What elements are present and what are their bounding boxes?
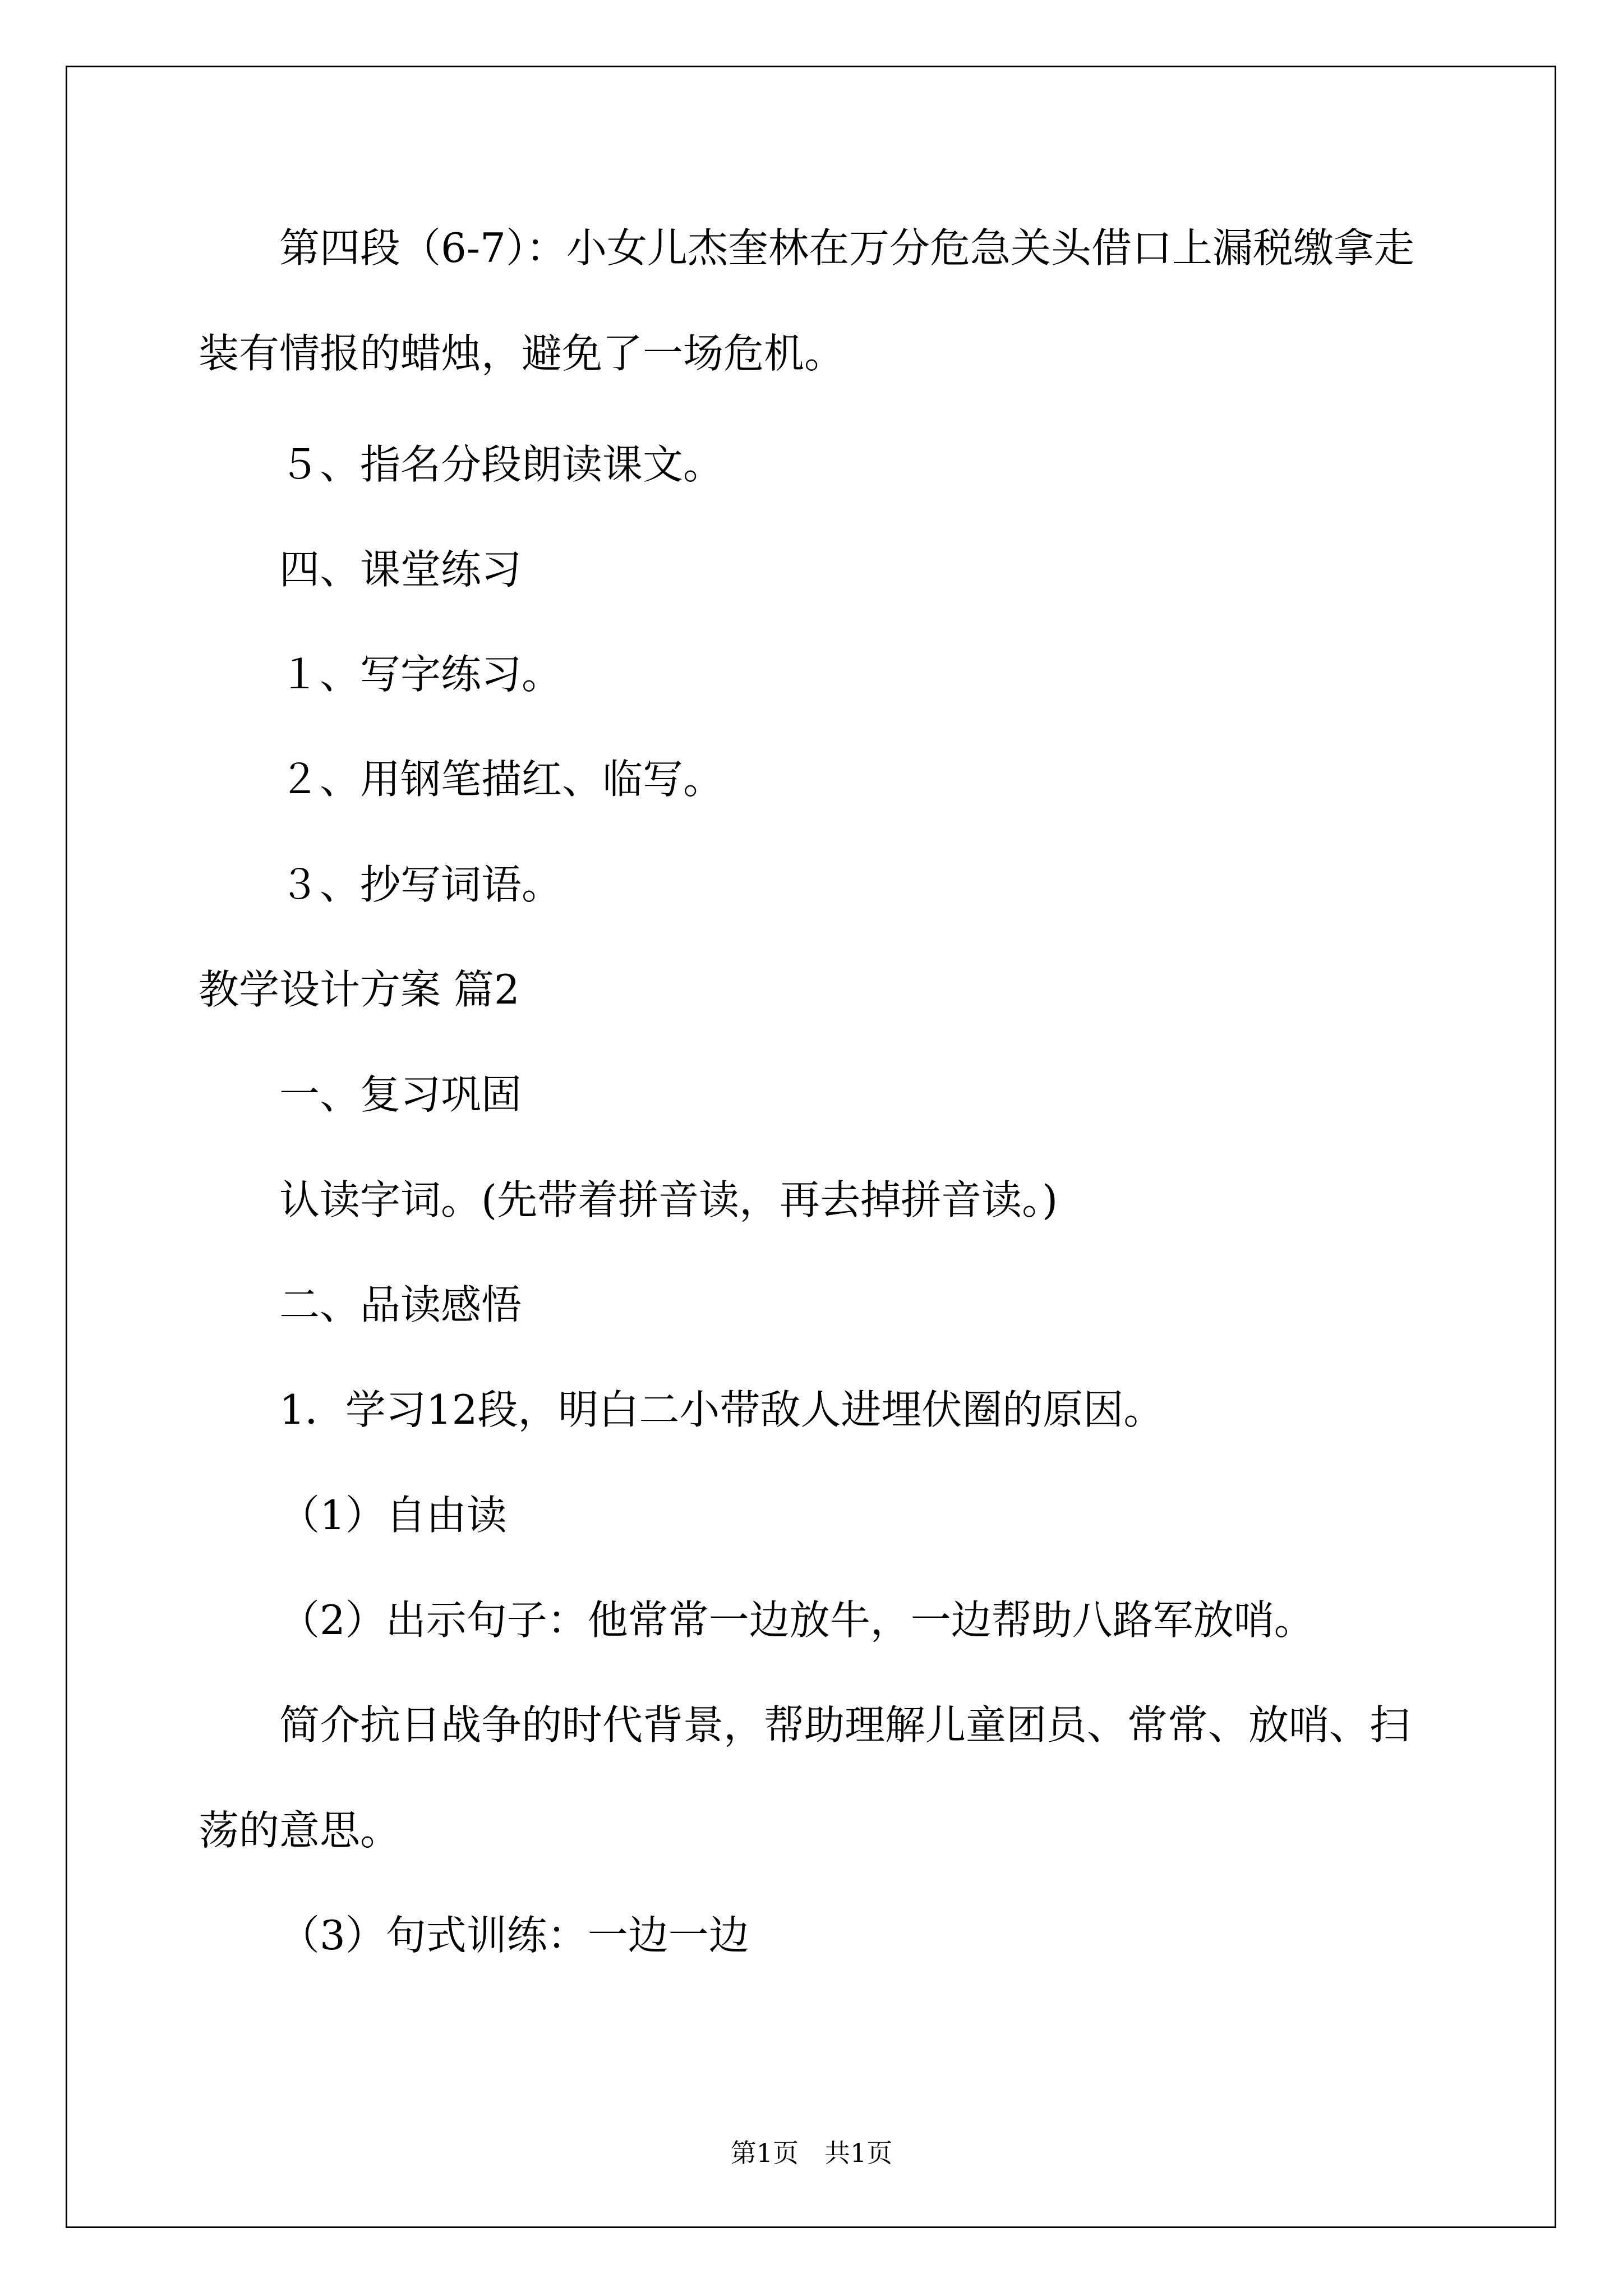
list-item: ５、指名分段朗读课文。 xyxy=(279,441,724,488)
list-item: ２、用钢笔描红、临写。 xyxy=(279,756,724,803)
list-item: １、写字练习。 xyxy=(279,651,562,698)
page-border xyxy=(66,66,1556,2228)
list-item: 1．学习12段，明白二小带敌人进埋伏圈的原因。 xyxy=(279,1386,1164,1433)
list-item: ３、抄写词语。 xyxy=(279,861,562,908)
list-item: （3）句式训练：一边一边 xyxy=(279,1912,749,1959)
document-section-title: 教学设计方案 篇2 xyxy=(199,966,520,1013)
paragraph-line: 简介抗日战争的时代背景，帮助理解儿童团员、常常、放哨、扫 xyxy=(279,1701,1410,1749)
paragraph-line: 认读字词。(先带着拼音读，再去掉拼音读。) xyxy=(279,1176,1058,1223)
paragraph-line: 荡的意思。 xyxy=(199,1807,401,1854)
paragraph-line: 第四段（6-7）：小女儿杰奎林在万分危急关头借口上漏税缴拿走 xyxy=(279,224,1414,272)
section-heading: 四、课堂练习 xyxy=(279,546,522,593)
list-item: （2）出示句子：他常常一边放牛，一边帮助八路军放哨。 xyxy=(279,1596,1315,1644)
page-footer: 第1页 共1页 xyxy=(730,2138,893,2168)
section-heading: 一、复习巩固 xyxy=(279,1071,522,1118)
section-heading: 二、品读感悟 xyxy=(279,1281,522,1328)
list-item: （1）自由读 xyxy=(279,1492,507,1539)
paragraph-line: 装有情报的蜡烛，避免了一场危机。 xyxy=(199,330,845,377)
